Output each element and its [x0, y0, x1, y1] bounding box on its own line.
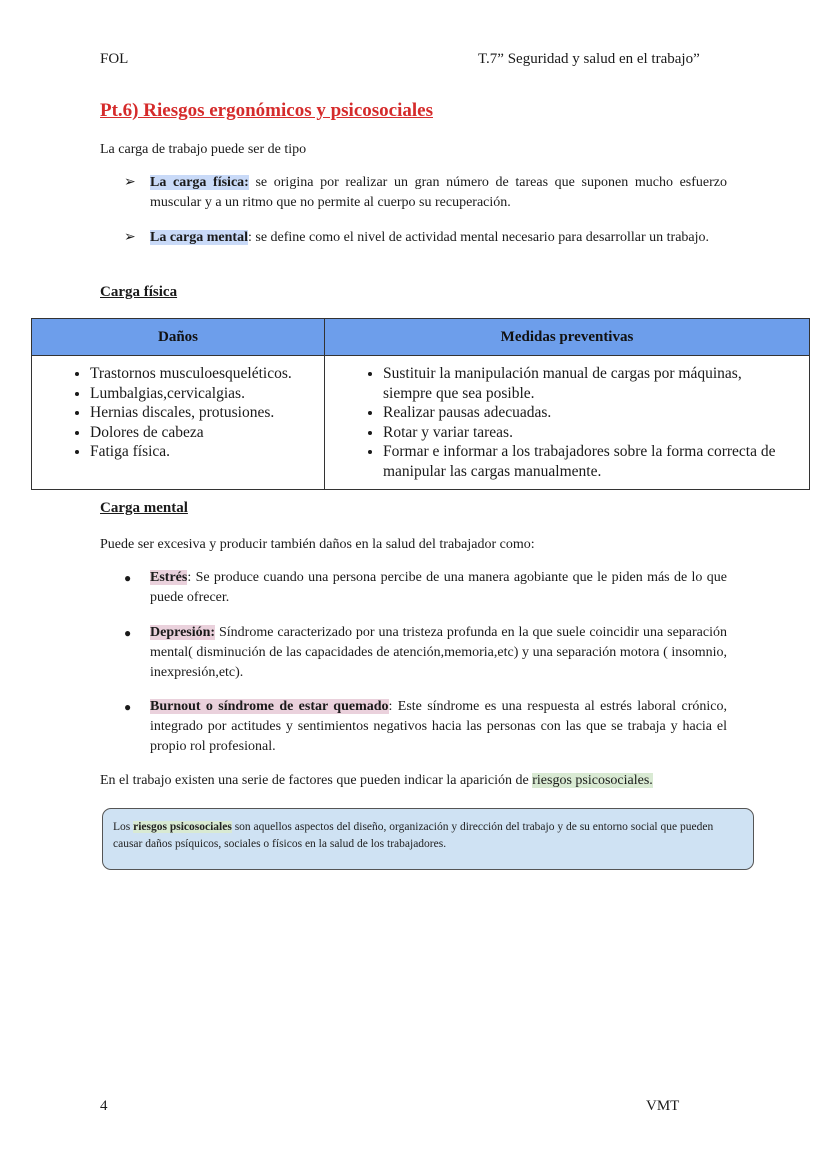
term-psychosocial-risks: riesgos psicosociales.: [532, 773, 653, 788]
mental-load-intro: Puede ser excesiva y producir también daños en la salud del trabajador como:: [100, 537, 535, 552]
definition-text: son aquellos aspectos del diseño, organización y dirección del trabajo y de su entorno social que pueden causar daños psíquicos, sociales o físicos en la salud de los trabajadores.: [113, 821, 714, 850]
term-stress: Estrés: [150, 570, 188, 585]
bullet-icon: ●: [124, 700, 132, 714]
list-item: • Fatiga física.: [90, 442, 324, 462]
definition-term: riesgos psicosociales: [133, 821, 232, 833]
table-header-damages: Daños: [32, 319, 325, 356]
list-item: • Realizar pausas adecuadas.: [383, 403, 789, 423]
list-item: • Hernias discales, protusiones.: [90, 403, 324, 423]
mental-load-heading: Carga mental: [100, 500, 188, 516]
closing-text: En el trabajo existen una serie de factores que pueden indicar la aparición de: [100, 773, 533, 788]
definition-prefix: Los: [113, 821, 134, 833]
list-item: • Formar e informar a los trabajadores sobre la forma correcta de manipular las cargas manualmente.: [383, 442, 789, 481]
physical-load-table: [31, 318, 810, 490]
arrow-bullet-icon: ➢: [124, 175, 136, 190]
load-type-mental: [124, 228, 727, 248]
definition-text: : Se produce cuando una persona percibe de una manera agobiante que le piden más de lo que puede ofrecer.: [150, 570, 727, 605]
list-item: • Dolores de cabeza: [90, 423, 324, 443]
list-item: • Rotar y variar tareas.: [383, 423, 789, 443]
definition-text: se origina por realizar un gran número de tareas que suponen mucho esfuerzo muscular y a un ritmo que no permite al cuerpo su recuperación.: [150, 175, 727, 210]
term-physical-load: La carga física:: [150, 175, 249, 190]
definition-box: [102, 808, 754, 870]
mental-effect-stress: [124, 568, 727, 608]
load-type-physical: [124, 173, 727, 213]
term-burnout: Burnout o síndrome de estar quemado: [150, 699, 389, 714]
arrow-bullet-icon: ➢: [124, 230, 136, 245]
table-header-measures: Medidas preventivas: [325, 319, 810, 356]
damages-cell: [32, 356, 325, 490]
bullet-icon: ●: [124, 626, 132, 640]
physical-load-heading: Carga física: [100, 284, 178, 300]
list-item: • Lumbalgias,cervicalgias.: [90, 384, 324, 404]
mental-effect-burnout: [124, 697, 727, 757]
term-depression: Depresión:: [150, 625, 216, 640]
definition-text: : Este síndrome es una respuesta al estrés laboral crónico, integrado por actitudes y sentimientos negativos hacia las personas con las que se trabaja y hacia el propio rol profesional.: [150, 699, 728, 754]
list-item: • Sustituir la manipulación manual de cargas por máquinas, siempre que sea posible.: [383, 364, 789, 403]
header-subject: FOL: [100, 51, 129, 67]
header-topic: T.7” Seguridad y salud en el trabajo”: [478, 51, 700, 67]
definition-text: Síndrome caracterizado por una tristeza profunda en la que suele coincidir una separación mental( disminución de las capacidades de atención,memoria,etc) y una separación motora ( insomnio, inexpresión,etc).: [150, 625, 727, 680]
section-title: Pt.6) Riesgos ergonómicos y psicosociales: [100, 100, 433, 121]
measures-cell: [325, 356, 810, 490]
mental-effect-depression: [124, 623, 727, 683]
bullet-icon: ●: [124, 571, 132, 585]
page-number: 4: [100, 1098, 108, 1114]
list-item: • Trastornos musculoesqueléticos.: [90, 364, 324, 384]
definition-text: : se define como el nivel de actividad mental necesario para desarrollar un trabajo.: [247, 230, 710, 245]
term-mental-load: La carga mental: [150, 230, 248, 245]
intro-text: La carga de trabajo puede ser de tipo: [100, 142, 307, 157]
closing-paragraph: [100, 771, 653, 791]
footer-author: VMT: [646, 1098, 680, 1114]
